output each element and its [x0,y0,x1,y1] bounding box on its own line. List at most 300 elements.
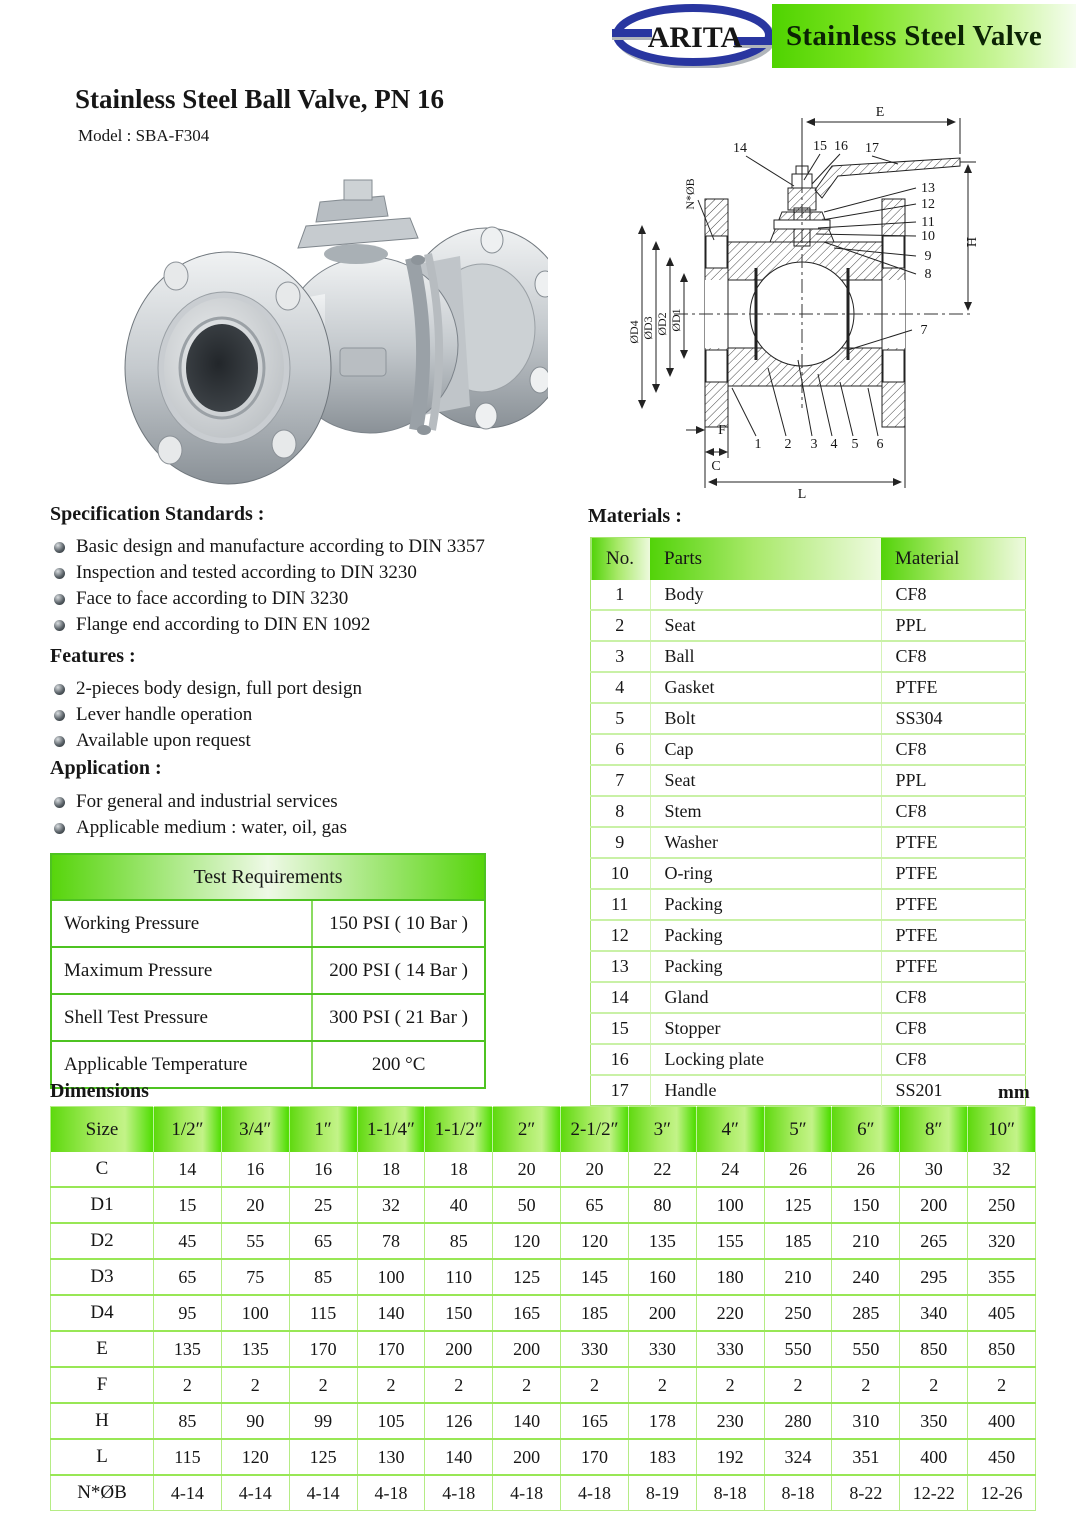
table-cell: 550 [764,1331,832,1367]
table-cell: 250 [764,1295,832,1331]
bullet-sphere-icon [54,620,65,631]
table-row [51,1403,1036,1439]
table-cell: 185 [764,1223,832,1259]
callout-2: 2 [784,437,792,452]
callout-4: 4 [830,437,838,452]
table-cell: 210 [764,1259,832,1295]
column-header: 10″ [968,1107,1036,1153]
table-cell: Locking plate [650,1044,881,1075]
table-cell: 220 [696,1295,764,1331]
table-cell: 85 [289,1259,357,1295]
table-cell: 65 [561,1187,629,1223]
table-cell: Shell Test Pressure [52,994,312,1041]
table-cell: D2 [51,1223,154,1259]
callout-5: 5 [851,437,859,452]
table-cell: 280 [764,1403,832,1439]
table-cell: 170 [289,1331,357,1367]
table-cell: 2 [968,1367,1036,1403]
table-row [51,1187,1036,1223]
callout-6: 6 [876,437,884,452]
table-cell: PTFE [881,889,1026,920]
materials-heading: Materials : [588,505,682,527]
table-cell: 50 [493,1187,561,1223]
bullet-text: 2-pieces body design, full port design [76,678,363,699]
table-cell: 8-18 [764,1475,832,1511]
table-cell: 185 [561,1295,629,1331]
table-cell: 30 [900,1152,968,1187]
table-cell: 3 [591,641,651,672]
table-row [591,796,1026,827]
bullet-item [52,534,582,560]
table-cell: 14 [154,1152,222,1187]
table-cell: 2 [628,1367,696,1403]
table-cell: 15 [154,1187,222,1223]
banner-title: Stainless Steel Valve [786,19,1043,52]
features-list [52,676,582,754]
table-row [591,641,1026,672]
table-cell: PTFE [881,858,1026,889]
column-header: 2-1/2″ [561,1107,629,1153]
table-cell: 130 [357,1439,425,1475]
table-cell: 75 [221,1259,289,1295]
table-cell: L [51,1439,154,1475]
model-number: Model : SBA-F304 [78,126,210,145]
bullet-item [52,612,582,638]
table-cell: 65 [154,1259,222,1295]
column-header: 1-1/2″ [425,1107,493,1153]
table-row [591,858,1026,889]
table-cell: 230 [696,1403,764,1439]
table-row [591,765,1026,796]
table-cell: 2 [357,1367,425,1403]
test-requirements-grid [52,901,484,1087]
bullet-item [52,560,582,586]
table-cell: 295 [900,1259,968,1295]
table-cell: 200 PSI ( 14 Bar ) [312,947,484,994]
bullet-text: Flange end according to DIN EN 1092 [76,614,371,635]
table-cell: 140 [425,1439,493,1475]
table-cell: 200 °C [371,1053,426,1075]
table-row [52,994,484,1041]
table-cell: 160 [628,1259,696,1295]
table-cell: 165 [561,1403,629,1439]
table-row [51,1223,1036,1259]
table-cell: 240 [832,1259,900,1295]
table-cell: 310 [832,1403,900,1439]
table-cell: 2 [591,610,651,641]
table-cell: Cap [650,734,881,765]
table-cell: 2 [696,1367,764,1403]
table-cell: 25 [289,1187,357,1223]
table-cell: Packing [650,951,881,982]
logo-text: ARITA [647,21,743,54]
callout-10: 10 [921,229,935,244]
table-cell: Bolt [650,703,881,734]
table-row [591,827,1026,858]
callout-15: 15 [813,139,827,154]
table-cell: CF8 [881,1013,1026,1044]
table-cell: 20 [221,1187,289,1223]
test-requirements-title: Test Requirements [52,855,484,901]
table-row [591,1013,1026,1044]
table-row [591,1044,1026,1075]
table-row [591,734,1026,765]
table-row [52,947,484,994]
table-cell: 18 [357,1152,425,1187]
table-cell: 15 [591,1013,651,1044]
table-cell: 85 [154,1403,222,1439]
table-cell: 100 [696,1187,764,1223]
callout-7: 7 [920,323,928,338]
table-row [51,1295,1036,1331]
table-cell: 4 [591,672,651,703]
table-cell: 200 [425,1331,493,1367]
table-row [591,610,1026,641]
column-header: 2″ [493,1107,561,1153]
table-cell: 2 [832,1367,900,1403]
dim-label-d3: ØD3 [641,316,655,340]
dim-label-e: E [875,105,885,120]
table-cell: PTFE [881,827,1026,858]
callout-8: 8 [924,267,932,282]
table-row [51,1152,1036,1187]
callout-13: 13 [921,181,935,196]
table-cell: Stopper [650,1013,881,1044]
table-cell: 99 [289,1403,357,1439]
table-cell: 210 [832,1223,900,1259]
table-cell: 355 [968,1259,1036,1295]
table-cell: 150 [425,1295,493,1331]
table-cell: 135 [154,1331,222,1367]
column-header: 1/2″ [154,1107,222,1153]
table-cell: Gland [650,982,881,1013]
table-cell: 24 [696,1152,764,1187]
column-header: 8″ [900,1107,968,1153]
table-row [591,920,1026,951]
product-photo [88,158,548,498]
table-cell: 2 [221,1367,289,1403]
table-cell: Washer [650,827,881,858]
table-cell: 350 [900,1403,968,1439]
dim-label-d4: ØD4 [627,320,641,344]
bullet-text: Lever handle operation [76,704,253,725]
table-cell: 100 [221,1295,289,1331]
table-cell: 80 [628,1187,696,1223]
bullet-sphere-icon [54,684,65,695]
table-cell: 330 [696,1331,764,1367]
dim-label-nob: N*ØB [683,178,697,210]
table-cell: Ball [650,641,881,672]
table-cell: N*ØB [51,1475,154,1511]
table-cell: 26 [832,1152,900,1187]
table-cell: 300 PSI ( 21 Bar ) [312,994,484,1041]
callout-16: 16 [834,139,848,154]
table-cell: 125 [493,1259,561,1295]
table-cell: O-ring [650,858,881,889]
table-cell: 400 [968,1403,1036,1439]
table-cell: 125 [289,1439,357,1475]
bullet-item [52,676,582,702]
table-cell: 55 [221,1223,289,1259]
table-cell: 400 [900,1439,968,1475]
dimensions-unit: mm [998,1082,1030,1103]
table-cell: Packing [650,920,881,951]
table-cell: 2 [425,1367,493,1403]
table-cell: 340 [900,1295,968,1331]
table-cell: CF8 [881,1044,1026,1075]
table-cell: 32 [357,1187,425,1223]
dimensions-heading: Dimensions [50,1080,149,1102]
left-flange [125,252,331,484]
table-cell: 12-26 [968,1475,1036,1511]
table-cell: 330 [628,1331,696,1367]
table-cell: Gasket [650,672,881,703]
table-cell: 1 [591,580,651,610]
table-row [51,1439,1036,1475]
table-cell: 16 [221,1152,289,1187]
table-cell: 16 [591,1044,651,1075]
bullet-text: For general and industrial services [76,791,338,812]
table-cell: 32 [968,1152,1036,1187]
bullet-sphere-icon [54,797,65,808]
table-cell: 2 [493,1367,561,1403]
table-cell: 105 [357,1403,425,1439]
table-cell: 145 [561,1259,629,1295]
dim-label-h: H [965,236,980,248]
table-cell: 2 [764,1367,832,1403]
table-cell: 155 [696,1223,764,1259]
bullet-text: Basic design and manufacture according to DIN 3357 [76,536,485,557]
table-cell: 110 [425,1259,493,1295]
table-row [591,951,1026,982]
spec-standards-heading: Specification Standards : [50,503,265,525]
table-cell: 14 [591,982,651,1013]
dim-label-l: L [797,487,807,502]
table-cell: 10 [591,858,651,889]
table-cell: 7 [591,765,651,796]
table-cell: 2 [561,1367,629,1403]
table-row [52,901,484,947]
table-cell: 125 [764,1187,832,1223]
table-cell: E [51,1331,154,1367]
table-cell: 140 [493,1403,561,1439]
dim-label-c: C [711,459,721,474]
callout-3: 3 [810,437,818,452]
column-header: 1″ [289,1107,357,1153]
table-cell: 135 [628,1223,696,1259]
application-list [52,789,582,841]
table-cell: PPL [881,765,1026,796]
table-cell: 265 [900,1223,968,1259]
table-cell: 126 [425,1403,493,1439]
table-cell: 8-22 [832,1475,900,1511]
table-cell: 18 [425,1152,493,1187]
table-cell: 285 [832,1295,900,1331]
callout-14: 14 [733,141,747,156]
table-cell: CF8 [881,734,1026,765]
table-cell: 150 PSI ( 10 Bar ) [312,901,484,947]
table-cell: SS201 [895,1080,943,1100]
materials-table [590,537,1026,1106]
bullet-item [52,728,582,754]
table-cell: Body [650,580,881,610]
table-row [591,703,1026,734]
table-cell: Maximum Pressure [52,947,312,994]
table-cell: 4-14 [221,1475,289,1511]
callout-1: 1 [754,437,762,452]
table-row [51,1259,1036,1295]
table-cell: PTFE [881,672,1026,703]
table-cell: 120 [493,1223,561,1259]
table-cell: 140 [357,1295,425,1331]
table-row [591,672,1026,703]
table-cell: 4-18 [425,1475,493,1511]
table-row [51,1331,1036,1367]
table-cell: PTFE [881,951,1026,982]
table-cell: 4-18 [561,1475,629,1511]
table-cell: 22 [628,1152,696,1187]
dim-label-f: F [718,423,726,438]
table-row [591,1075,1026,1106]
callout-11: 11 [921,215,935,230]
table-cell: 165 [493,1295,561,1331]
technical-drawing [610,92,1076,504]
table-cell: 78 [357,1223,425,1259]
table-cell: 192 [696,1439,764,1475]
callout-17: 17 [865,141,879,156]
arita-logo [612,4,774,68]
column-header: Parts [650,538,881,581]
table-cell: Seat [650,610,881,641]
table-cell: Handle [650,1075,881,1106]
bullet-sphere-icon [54,568,65,579]
table-cell: PPL [881,610,1026,641]
bullet-sphere-icon [54,736,65,747]
table-row [591,580,1026,610]
table-cell: 2 [154,1367,222,1403]
table-cell: 330 [561,1331,629,1367]
table-cell: 550 [832,1331,900,1367]
table-cell: Working Pressure [52,901,312,947]
table-cell: D1 [51,1187,154,1223]
table-cell: 45 [154,1223,222,1259]
table-cell: CF8 [881,796,1026,827]
bullet-sphere-icon [54,823,65,834]
table-cell: 170 [357,1331,425,1367]
table-cell: 115 [154,1439,222,1475]
table-cell: 324 [764,1439,832,1475]
table-cell: 5 [591,703,651,734]
callout-12: 12 [921,197,935,212]
table-cell: 65 [289,1223,357,1259]
table-cell: D4 [51,1295,154,1331]
table-cell: 4-18 [493,1475,561,1511]
bullet-text: Face to face according to DIN 3230 [76,588,349,609]
table-cell: 120 [221,1439,289,1475]
table-cell: 183 [628,1439,696,1475]
table-cell: 200 [628,1295,696,1331]
table-cell: C [51,1152,154,1187]
table-row [51,1475,1036,1511]
table-cell: D3 [51,1259,154,1295]
table-cell: 85 [425,1223,493,1259]
column-header: No. [591,538,651,581]
table-cell: CF8 [881,982,1026,1013]
table-cell: 135 [221,1331,289,1367]
table-cell: 320 [968,1223,1036,1259]
table-cell: 4-14 [154,1475,222,1511]
table-cell: 8-18 [696,1475,764,1511]
table-cell: 9 [591,827,651,858]
test-requirements-table [50,853,486,1089]
bullet-sphere-icon [54,594,65,605]
table-cell: 26 [764,1152,832,1187]
table-cell: Packing [650,889,881,920]
table-cell: 8 [591,796,651,827]
bullet-sphere-icon [54,542,65,553]
column-header: Size [51,1107,154,1153]
table-cell: F [51,1367,154,1403]
column-header: 3″ [628,1107,696,1153]
table-cell: 250 [968,1187,1036,1223]
table-cell: 20 [561,1152,629,1187]
mounting-pad [298,180,418,264]
table-cell: 850 [968,1331,1036,1367]
features-heading: Features : [50,645,136,667]
callout-9: 9 [924,249,932,264]
table-cell: 850 [900,1331,968,1367]
column-header: 6″ [832,1107,900,1153]
table-cell: Applicable Temperature [52,1041,312,1087]
table-cell: PTFE [881,920,1026,951]
table-cell: 180 [696,1259,764,1295]
column-header: 4″ [696,1107,764,1153]
table-cell: 150 [832,1187,900,1223]
header-banner [772,4,1076,68]
table-cell: 200 [900,1187,968,1223]
bullet-item [52,586,582,612]
table-cell: 115 [289,1295,357,1331]
table-row [51,1367,1036,1403]
table-cell: Seat [650,765,881,796]
table-cell: 351 [832,1439,900,1475]
table-cell: 12 [591,920,651,951]
dimensions-table [50,1106,1036,1511]
table-cell: 2 [289,1367,357,1403]
table-cell: 4-18 [357,1475,425,1511]
table-cell: 120 [561,1223,629,1259]
table-cell: 405 [968,1295,1036,1331]
table-cell: 170 [561,1439,629,1475]
column-header: 1-1/4″ [357,1107,425,1153]
table-cell: CF8 [881,641,1026,672]
bullet-text: Available upon request [76,730,251,751]
column-header: 3/4″ [221,1107,289,1153]
table-row [591,889,1026,920]
column-header: 5″ [764,1107,832,1153]
table-cell: SS304 [881,703,1026,734]
bullet-sphere-icon [54,710,65,721]
table-cell: CF8 [881,580,1026,610]
table-cell: 200 [493,1439,561,1475]
table-cell: 200 [493,1331,561,1367]
bullet-item [52,789,582,815]
bullet-text: Applicable medium : water, oil, gas [76,817,347,838]
bullet-item [52,702,582,728]
table-cell: 20 [493,1152,561,1187]
table-row [591,982,1026,1013]
bullet-text: Inspection and tested according to DIN 3230 [76,562,417,583]
